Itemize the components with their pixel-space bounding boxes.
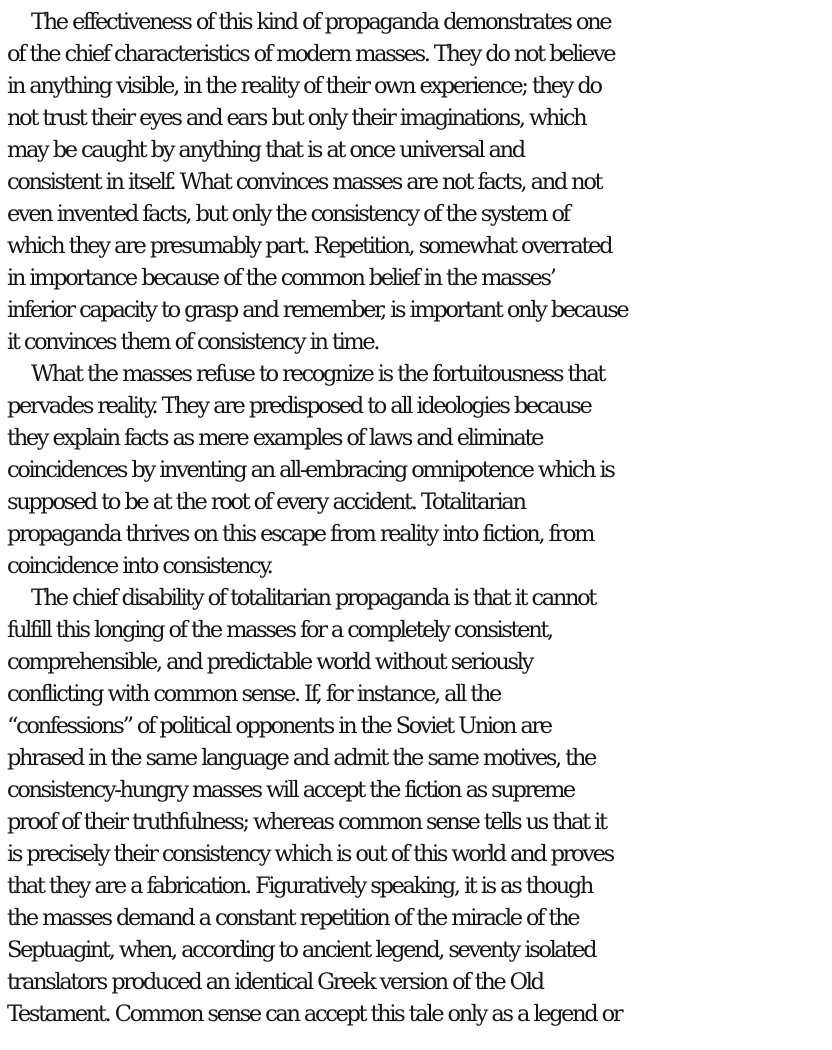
text-line: in importance because of the common belief in the masses’ xyxy=(7,265,555,291)
text-line: Testament. Common sense can accept this tale only as a legend or xyxy=(7,1001,622,1027)
text-line: propaganda thrives on this escape from reality into fiction, from xyxy=(7,521,594,547)
text-line: not trust their eyes and ears but only their imaginations, which xyxy=(7,105,586,131)
text-line: coincidences by inventing an all-embracing omnipotence which is xyxy=(7,457,614,483)
text-line: pervades reality. They are predisposed to all ideologies because xyxy=(7,393,591,419)
text-line: fulfill this longing of the masses for a completely consistent, xyxy=(7,617,552,643)
text-line: conflicting with common sense. If, for instance, all the xyxy=(7,681,501,707)
paragraph-1 xyxy=(7,6,832,358)
text-line: coincidence into consistency. xyxy=(7,553,272,579)
paragraph-3 xyxy=(7,582,832,1030)
text-line: that they are a fabrication. Figuratively speaking, it is as though xyxy=(7,873,593,899)
text-line: “confessions” of political opponents in the Soviet Union are xyxy=(7,713,551,739)
text-line: supposed to be at the root of every accident. Totalitarian xyxy=(7,489,525,515)
text-line: translators produced an identical Greek version of the Old xyxy=(7,969,543,995)
text-line: What the masses refuse to recognize is the fortuitousness that xyxy=(31,361,605,387)
text-line: Septuagint, when, according to ancient legend, seventy isolated xyxy=(7,937,596,963)
text-line: proof of their truthfulness; whereas common sense tells us that it xyxy=(7,809,606,835)
text-line: consistency-hungry masses will accept the fiction as supreme xyxy=(7,777,574,803)
text-line: which they are presumably part. Repetition, somewhat overrated xyxy=(7,233,612,259)
text-line: in anything visible, in the reality of their own experience; they do xyxy=(7,73,601,99)
text-line: the masses demand a constant repetition of the miracle of the xyxy=(7,905,579,931)
text-line: The chief disability of totalitarian propaganda is that it cannot xyxy=(31,585,595,611)
text-line: it convinces them of consistency in time. xyxy=(7,329,379,355)
text-line: The effectiveness of this kind of propaganda demonstrates one xyxy=(31,9,611,35)
text-line: even invented facts, but only the consistency of the system of xyxy=(7,201,569,227)
text-line: may be caught by anything that is at once universal and xyxy=(7,137,524,163)
text-line: inferior capacity to grasp and remember, is important only because xyxy=(7,297,628,323)
text-line: phrased in the same language and admit the same motives, the xyxy=(7,745,595,771)
text-line: is precisely their consistency which is out of this world and proves xyxy=(7,841,613,867)
text-line: comprehensible, and predictable world without seriously xyxy=(7,649,532,675)
text-line: consistent in itself. What convinces masses are not facts, and not xyxy=(7,169,602,195)
text-line: of the chief characteristics of modern masses. They do not believe xyxy=(7,41,615,67)
paragraph-2 xyxy=(7,358,832,582)
text-line: they explain facts as mere examples of laws and eliminate xyxy=(7,425,543,451)
